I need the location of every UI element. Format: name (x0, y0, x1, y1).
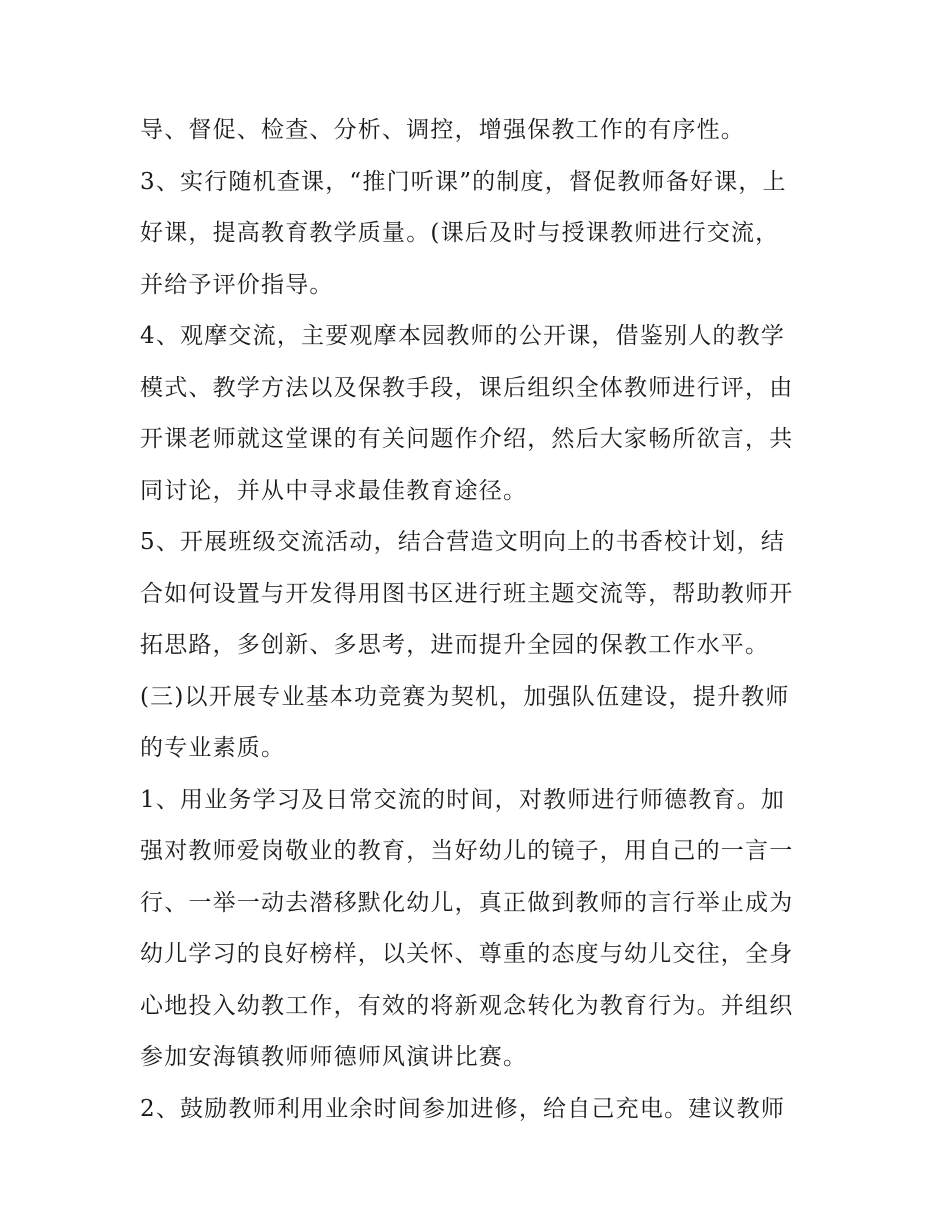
text-line: (三)以开展专业基本功竞赛为契机，加强队伍建设，提升教师 (140, 683, 790, 710)
text-line: 并给予评价指导。 (140, 271, 334, 298)
text-line: 行、一举一动去潜移默化幼儿，真正做到教师的言行举止成为 (140, 889, 794, 916)
document-body (140, 108, 820, 1138)
text-line: 2、鼓励教师利用业余时间参加进修，给自己充电。建议教师 (140, 1095, 786, 1122)
text-line: 强对教师爱岗敬业的教育，当好幼儿的镜子，用自己的一言一 (140, 838, 794, 864)
text-line: 合如何设置与开发得用图书区进行班主题交流等，帮助教师开 (140, 580, 794, 607)
text-line: 心地投入幼教工作，有效的将新观念转化为教育行为。并组织 (140, 992, 794, 1019)
text-line: 4、观摩交流，主要观摩本园教师的公开课，借鉴别人的教学 (140, 323, 786, 349)
text-line: 1、用业务学习及日常交流的时间，对教师进行师德教育。加 (140, 786, 786, 813)
text-line: 拓思路，多创新、多思考，进而提升全园的保教工作水平。 (140, 632, 770, 658)
text-line: 幼儿学习的良好榜样，以关怀、尊重的态度与幼儿交往，全身 (140, 941, 794, 967)
text-line: 的专业素质。 (140, 735, 286, 761)
text-line: 同讨论，并从中寻求最佳教育途径。 (140, 477, 528, 504)
text-line: 3、实行随机查课，“推门听课”的制度，督促教师备好课，上 (140, 168, 787, 195)
text-line: 模式、教学方法以及保教手段，课后组织全体教师进行评，由 (140, 374, 794, 401)
text-line: 好课，提高教育教学质量。(课后及时与授课教师进行交流， (140, 220, 780, 246)
text-line: 5、开展班级交流活动，结合营造文明向上的书香校计划，结 (140, 529, 786, 555)
text-line: 参加安海镇教师师德师风演讲比赛。 (140, 1044, 528, 1070)
text-line: 开课老师就这堂课的有关问题作介绍，然后大家畅所欲言，共 (140, 426, 794, 452)
text-line: 导、督促、检查、分析、调控，增强保教工作的有序性。 (140, 117, 745, 143)
